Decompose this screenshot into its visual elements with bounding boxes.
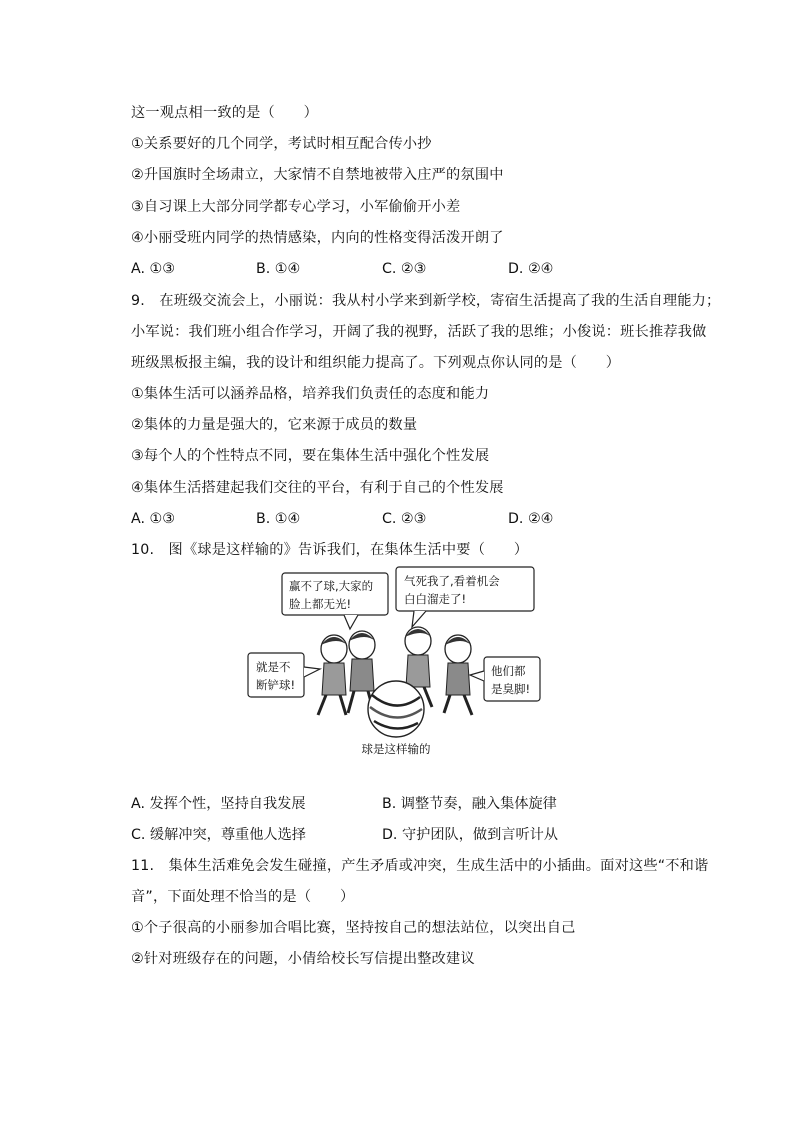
q9-stem-line-2: 小军说：我们班小组合作学习，开阔了我的视野，活跃了我的思维；小俊说：班长推荐我做 [131,324,707,340]
q10-stem: 10. 图《球是这样输的》告诉我们，在集体生活中要（ ） [131,542,529,558]
bubble-tail [344,615,358,629]
bubble-tail [470,671,484,681]
q9-option-a[interactable]: A. ①③ [131,511,175,527]
q10-option-d[interactable]: D. 守护团队，做到言听计从 [382,827,559,843]
bubble-top-right-line-1: 气死我了,看着机会 [404,574,500,588]
q8-item-4: ④小丽受班内同学的热情感染，内向的性格变得活泼开朗了 [131,230,504,246]
q9-stem-line-1: 9. 在班级交流会上，小丽说：我从村小学来到新学校，寄宿生活提高了我的生活自理能力； [131,293,721,309]
q11-stem-line-2: 音”，下面处理不恰当的是（ ） [131,889,355,905]
bubble-tail [412,611,426,627]
q8-option-d[interactable]: D. ②④ [508,261,554,277]
q8-item-2: ②升国旗时全场肃立，大家情不自禁地被带入庄严的氛围中 [131,167,504,183]
q9-item-2: ②集体的力量是强大的，它来源于成员的数量 [131,417,418,433]
kid-4 [444,635,472,715]
bubble-top-left-line-1: 赢不了球,大家的 [289,579,374,593]
q9-item-3: ③每个人的个性特点不同，要在集体生活中强化个性发展 [131,448,490,464]
q10-option-a[interactable]: A. 发挥个性，坚持自我发展 [131,796,306,812]
q8-option-b[interactable]: B. ①④ [256,261,301,277]
q8-option-c[interactable]: C. ②③ [382,261,427,277]
bubble-top-left-line-2: 脸上都无光! [289,597,352,611]
bubble-left-line-1: 就是不 [256,660,291,674]
bubble-left-line-2: 断铲球! [256,678,296,692]
bubble-tail [304,667,320,677]
q9-option-b[interactable]: B. ①④ [256,511,301,527]
bubble-top-right-line-2: 白白溜走了! [404,592,467,606]
q9-option-c[interactable]: C. ②③ [382,511,427,527]
cartoon-illustration [246,565,546,740]
q8-item-3: ③自习课上大部分同学都专心学习，小军偷偷开小差 [131,199,461,215]
ball-icon [368,681,424,737]
q8-stem-tail: 这一观点相一致的是（ ） [131,105,319,121]
q8-option-a[interactable]: A. ①③ [131,261,175,277]
q9-item-1: ①集体生活可以涵养品格，培养我们负责任的态度和能力 [131,386,490,402]
bubble-right-line-1: 他们都 [491,664,526,678]
q9-stem-line-3: 班级黑板报主编，我的设计和组织能力提高了。下列观点你认同的是（ ） [131,355,621,371]
q9-option-d[interactable]: D. ②④ [508,511,554,527]
q8-item-1: ①关系要好的几个同学，考试时相互配合传小抄 [131,136,432,152]
bubble-right-line-2: 是臭脚! [491,682,531,696]
q11-item-2: ②针对班级存在的问题，小倩给校长写信提出整改建议 [131,951,475,967]
q11-item-1: ①个子很高的小丽参加合唱比赛，坚持按自己的想法站位，以突出自己 [131,920,576,936]
figure-caption: 球是这样输的 [361,742,431,756]
q11-stem-line-1: 11. 集体生活难免会发生碰撞，产生矛盾或冲突，生成生活中的小插曲。面对这些“不和谐 [131,858,709,874]
q9-item-4: ④集体生活搭建起我们交往的平台，有利于自己的个性发展 [131,480,504,496]
q10-option-b[interactable]: B. 调整节奏，融入集体旋律 [382,796,557,812]
kid-1 [318,635,347,715]
cartoon-figure [246,565,546,765]
q10-option-c[interactable]: C. 缓解冲突，尊重他人选择 [131,827,306,843]
